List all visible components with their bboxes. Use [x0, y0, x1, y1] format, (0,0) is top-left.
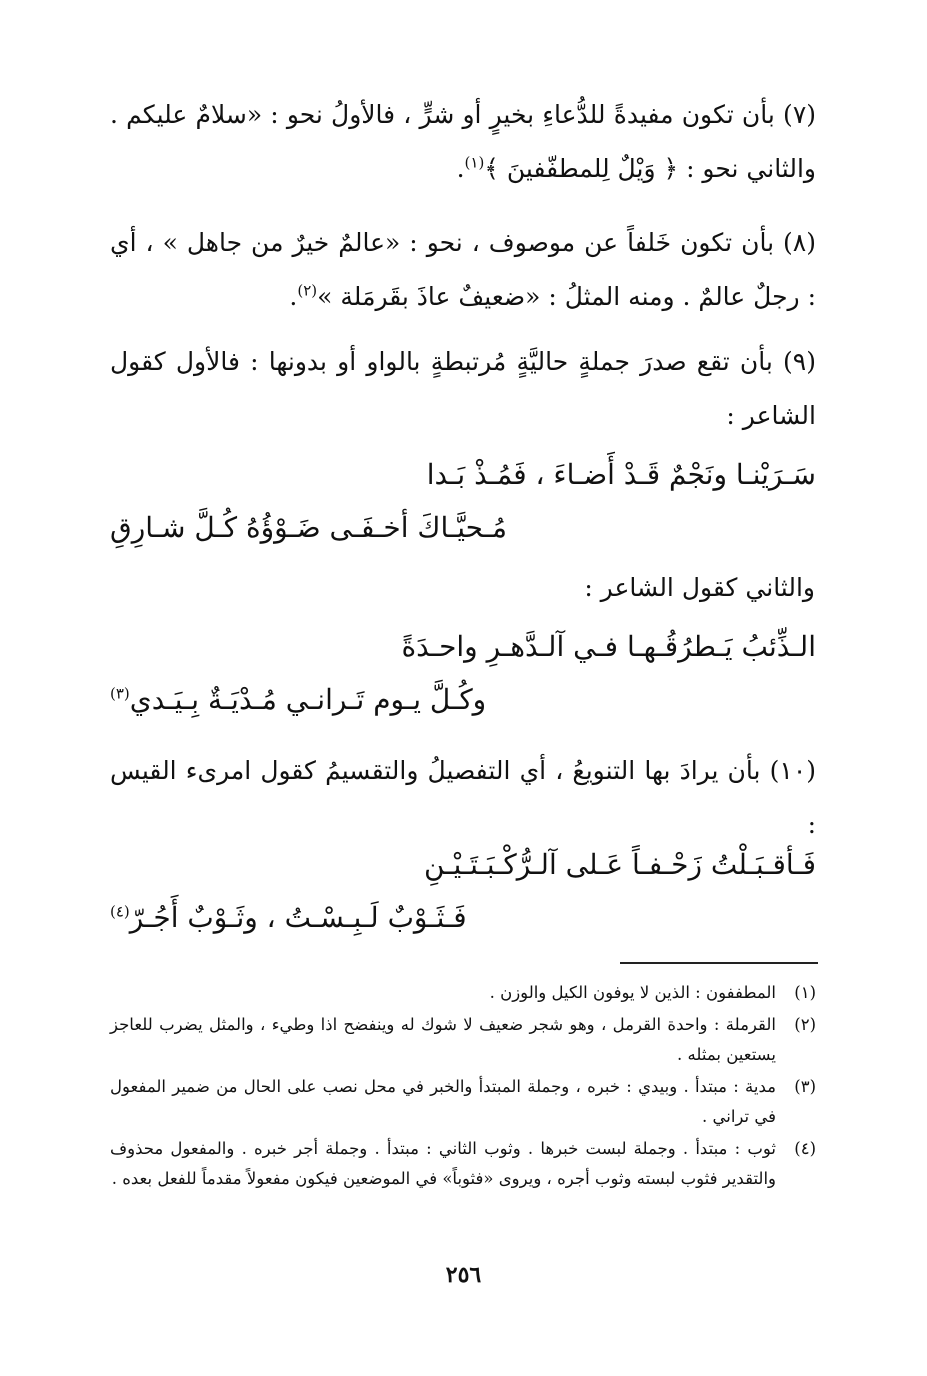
- poem-3-first-hemistich: [110, 840, 816, 890]
- footnote-number: (٣): [794, 1077, 816, 1096]
- footnote-ref: (٤): [110, 902, 130, 921]
- footnote-number: (٢): [794, 1015, 816, 1034]
- footnote-text: ثوب : مبتدأ . وجملة لبست خبرها . وثوب الثاني : مبتدأ . وجملة أجر خبره . والمفعول محذوف والتقدير فثوب لبسته وثوب أجره ، ويروى «فثوباً» في الموضعين فيكون مفعولاً مقدماً للفعل بعده .: [110, 1139, 776, 1188]
- section-text: بأن يرادَ بها التنويعُ ، أي التفصيلُ والتقسيمُ كقول امرىء القيس :: [110, 756, 816, 839]
- verse-text: فَـثَـوْبٌ لَـبِـسْـتُ ، وثَـوْبٌ أَجُـرّ: [129, 901, 467, 934]
- section-number: (١٠): [769, 756, 817, 785]
- verse-text: الـذِّئبُ يَـطرُقُـهـا فـي آلـدَّهـرِ واحـدَةً: [401, 630, 816, 663]
- verse-text: وكُـلَّ يـوم تَـرانـي مُـدْيَـةٌ بِـيَـدي: [129, 683, 487, 716]
- poem-1-second-hemistich: [110, 503, 816, 553]
- section-number: (٩): [783, 347, 816, 376]
- footnote-text: مدية : مبتدأ . وبيدي : خبره ، وجملة المبتدأ والخبر في محل نصب على الحال من ضمير المفعول في تراني .: [110, 1077, 776, 1126]
- section-number: (٧): [783, 100, 817, 129]
- footnote-ref: (٣): [110, 684, 130, 703]
- section-text: بأن تكون خَلفاً عن موصوف ، نحو : «عالمٌ خيرٌ من جاهل » ، أي : رجلٌ عالمٌ . ومنه المثلُ : «ضعيفٌ عاذَ بقَرمَلة »: [110, 228, 816, 311]
- section-8: [110, 216, 816, 324]
- footnote-4: [110, 1134, 816, 1194]
- footnote-2: [110, 1010, 816, 1070]
- poem-1-first-hemistich: [110, 450, 816, 500]
- footnotes: [110, 978, 816, 1196]
- section-text: بأن تكون مفيدةً للدُّعاءِ بخيرٍ أو شرٍّ ، فالأولُ نحو : «سلامٌ عليكم . والثاني نحو : ﴿ وَيْلٌ لِلمطفّفينَ ﴾: [110, 100, 816, 183]
- verse-text: فَـأقـبَـلْتُ زَحْـفـاً عَـلى آلـرُّكْـبَـتَـيْـنِ: [423, 848, 816, 881]
- poem-2-first-hemistich: [110, 622, 816, 672]
- section-number: (٨): [783, 228, 816, 257]
- footnote-text: القرملة : واحدة القرمل ، وهو شجر ضعيف لا شوك له وينفضح اذا وطيء ، والمثل يضرب للعاجز يستعين بمثله .: [110, 1015, 776, 1064]
- footnote-1: [110, 978, 816, 1008]
- footnote-text: المطففون : الذين لا يوفون الكيل والوزن .: [489, 983, 776, 1002]
- footnote-ref: (٢): [297, 281, 318, 300]
- section-tail: .: [456, 154, 465, 183]
- poem-2-second-hemistich: [110, 675, 816, 725]
- poem-3-second-hemistich: [110, 893, 816, 943]
- footnote-ref: (١): [464, 153, 485, 172]
- footnote-number: (٤): [794, 1139, 816, 1158]
- footnote-number: (١): [794, 983, 816, 1002]
- verse-text: مُـحيَّـاكَ أخـفَـى ضَـوْؤُهُ كُـلَّ شـارِقِ: [110, 511, 507, 544]
- section-text: بأن تقع صدرَ جملةٍ حاليَّةٍ مُرتبطةٍ بالواو أو بدونها : فالأول كقول الشاعر :: [110, 347, 816, 430]
- footnote-divider: [620, 962, 818, 964]
- section-tail: .: [289, 282, 298, 311]
- page-number: ٢٥٦: [445, 1262, 482, 1288]
- section-7: [110, 88, 816, 196]
- verse-text: سَـرَيْنـا ونَجْمٌ قَـدْ أَضـاءَ ، فَمُـذْ بَـدا: [426, 458, 816, 491]
- section-10: [110, 744, 816, 852]
- section-9: [110, 335, 816, 443]
- footnote-3: [110, 1072, 816, 1132]
- second-poem-intro: والثاني كقول الشاعر :: [584, 573, 815, 602]
